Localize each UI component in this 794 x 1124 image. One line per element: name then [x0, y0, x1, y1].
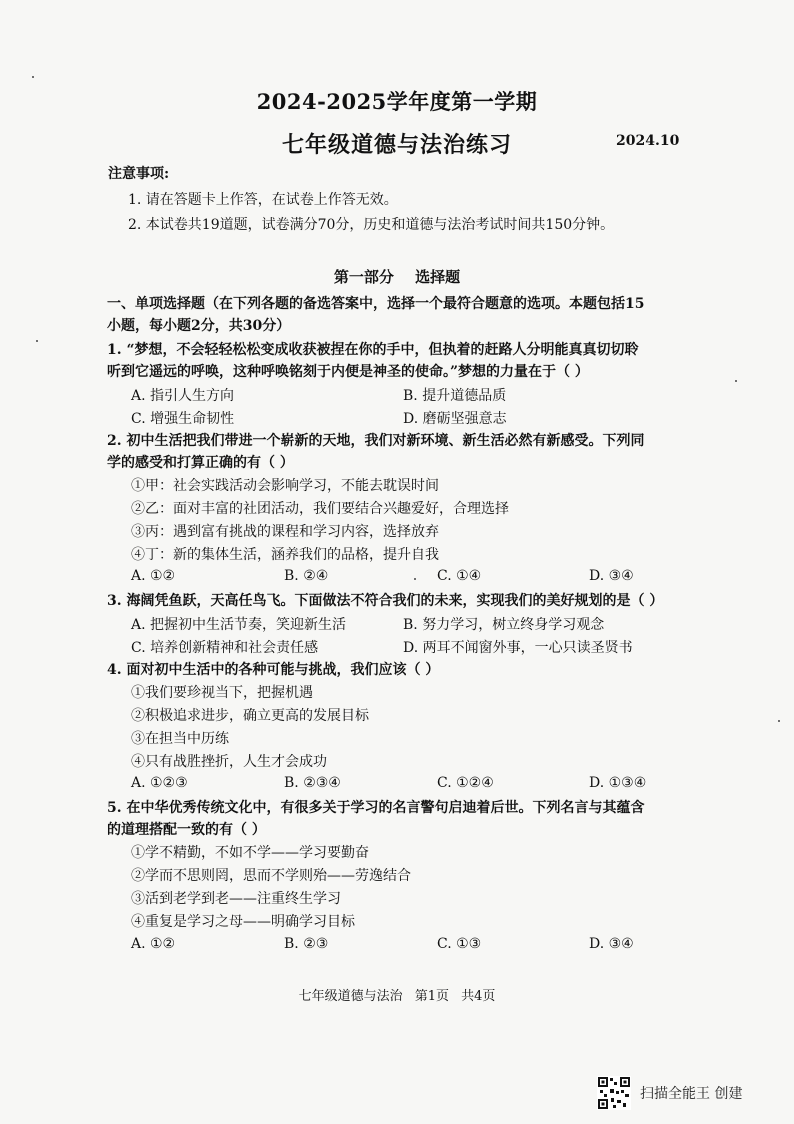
q4-option-d: D. ①③④: [589, 775, 647, 791]
instructions-line-1: 一、单项选择题（在下列各题的备选答案中，选择一个最符合题意的选项。本题包括15: [107, 296, 645, 312]
q2-stem-2: 学的感受和打算正确的有（ ）: [107, 455, 294, 471]
q4-option-b: B. ②③④: [284, 775, 341, 791]
q1-option-a: A. 指引人生方向: [131, 388, 235, 404]
q2-option-d: D. ③④: [589, 568, 634, 584]
q4-statement-4: ④只有战胜挫折，人生才会成功: [131, 754, 327, 770]
q5-statement-2: ②学而不思则罔，思而不学则殆——劳逸结合: [131, 868, 411, 884]
q4-statement-1: ①我们要珍视当下，把握机遇: [131, 685, 313, 701]
q1-option-c: C. 增强生命韧性: [131, 411, 235, 427]
q5-option-d: D. ③④: [589, 936, 634, 952]
q1-option-d: D. 磨砺坚强意志: [403, 411, 507, 427]
page-footer: [0, 985, 794, 1004]
q2-option-b: B. ②④: [284, 568, 329, 584]
section-heading: [0, 266, 794, 287]
q2-option-a: A. ①②: [131, 568, 176, 584]
q2-statement-4: ④丁：新的集体生活，涵养我们的品格，提升自我: [131, 547, 439, 563]
section-name: 选择题: [415, 268, 461, 286]
instructions-line-2: 小题，每小题2分，共30分）: [107, 318, 291, 334]
q4-statement-2: ②积极追求进步，确立更高的发展目标: [131, 708, 369, 724]
scanner-watermark: 扫描全能王 创建: [640, 1086, 743, 1102]
scan-speck: [778, 720, 780, 722]
q4-statement-3: ③在担当中历练: [131, 731, 229, 747]
scan-speck: [735, 380, 737, 382]
footer-total: 共4页: [461, 989, 496, 1004]
exam-date: 2024.10: [616, 133, 680, 149]
q2-statement-3: ③丙：遇到富有挑战的课程和学习内容，选择放弃: [131, 524, 439, 540]
q3-option-b: B. 努力学习，树立终身学习观念: [403, 617, 605, 633]
q5-stem-2: 的道理搭配一致的有（ ）: [107, 822, 266, 838]
q2-stem-1: 2. 初中生活把我们带进一个崭新的天地，我们对新环境、新生活必然有新感受。下列同: [107, 433, 645, 449]
q4-stem-1: 4. 面对初中生活中的各种可能与挑战，我们应该（ ）: [107, 662, 440, 678]
q1-stem-2: 听到它遥远的呼唤，这种呼唤铭刻于内便是神圣的使命。”梦想的力量在于（ ）: [107, 364, 589, 380]
notice-heading: 注意事项:: [108, 166, 170, 182]
notice-item-1: 1. 请在答题卡上作答，在试卷上作答无效。: [128, 192, 398, 208]
q4-option-a: A. ①②③: [131, 775, 188, 791]
section-part: 第一部分: [333, 268, 394, 286]
q5-statement-3: ③活到老学到老——注重终生学习: [131, 891, 341, 907]
q2-option-c: C. ①④: [437, 568, 482, 584]
q1-stem-1: 1. “梦想，不会轻轻松松变成收获被捏在你的手中，但执着的赶路人分明能真真切切聆: [107, 342, 639, 358]
scan-speck: [414, 578, 416, 580]
q5-option-a: A. ①②: [131, 936, 176, 952]
q3-option-a: A. 把握初中生活节奏，笑迎新生活: [131, 617, 347, 633]
q4-option-c: C. ①②④: [437, 775, 494, 791]
qr-code-icon: [597, 1076, 631, 1110]
q5-statement-1: ①学不精勤，不如不学——学习要勤奋: [131, 845, 369, 861]
q5-stem-1: 5. 在中华优秀传统文化中，有很多关于学习的名言警句启迪着后世。下列名言与其蕴含: [107, 800, 645, 816]
exam-title-subject: 七年级道德与法治练习: [281, 132, 512, 158]
q3-option-c: C. 培养创新精神和社会责任感: [131, 640, 319, 656]
q5-option-c: C. ①③: [437, 936, 482, 952]
scan-speck: [36, 340, 38, 342]
q5-option-b: B. ②③: [284, 936, 329, 952]
footer-page: 第1页: [414, 989, 449, 1004]
q2-statement-1: ①甲：社会实践活动会影响学习，不能去耽误时间: [131, 478, 439, 494]
q3-option-d: D. 两耳不闻窗外事，一心只读圣贤书: [403, 640, 633, 656]
q5-statement-4: ④重复是学习之母——明确学习目标: [131, 914, 355, 930]
q2-statement-2: ②乙：面对丰富的社团活动，我们要结合兴趣爱好，合理选择: [131, 501, 509, 517]
scan-speck: [32, 76, 34, 78]
q3-stem-1: 3. 海阔凭鱼跃，天高任鸟飞。下面做法不符合我们的未来，实现我们的美好规划的是（ ）: [107, 593, 664, 609]
footer-subject: 七年级道德与法治: [298, 989, 403, 1004]
exam-title-year: 2024-2025学年度第一学期: [256, 89, 538, 114]
q1-option-b: B. 提升道德品质: [403, 388, 507, 404]
notice-item-2: 2. 本试卷共19道题，试卷满分70分，历史和道德与法治考试时间共150分钟。: [128, 217, 615, 233]
